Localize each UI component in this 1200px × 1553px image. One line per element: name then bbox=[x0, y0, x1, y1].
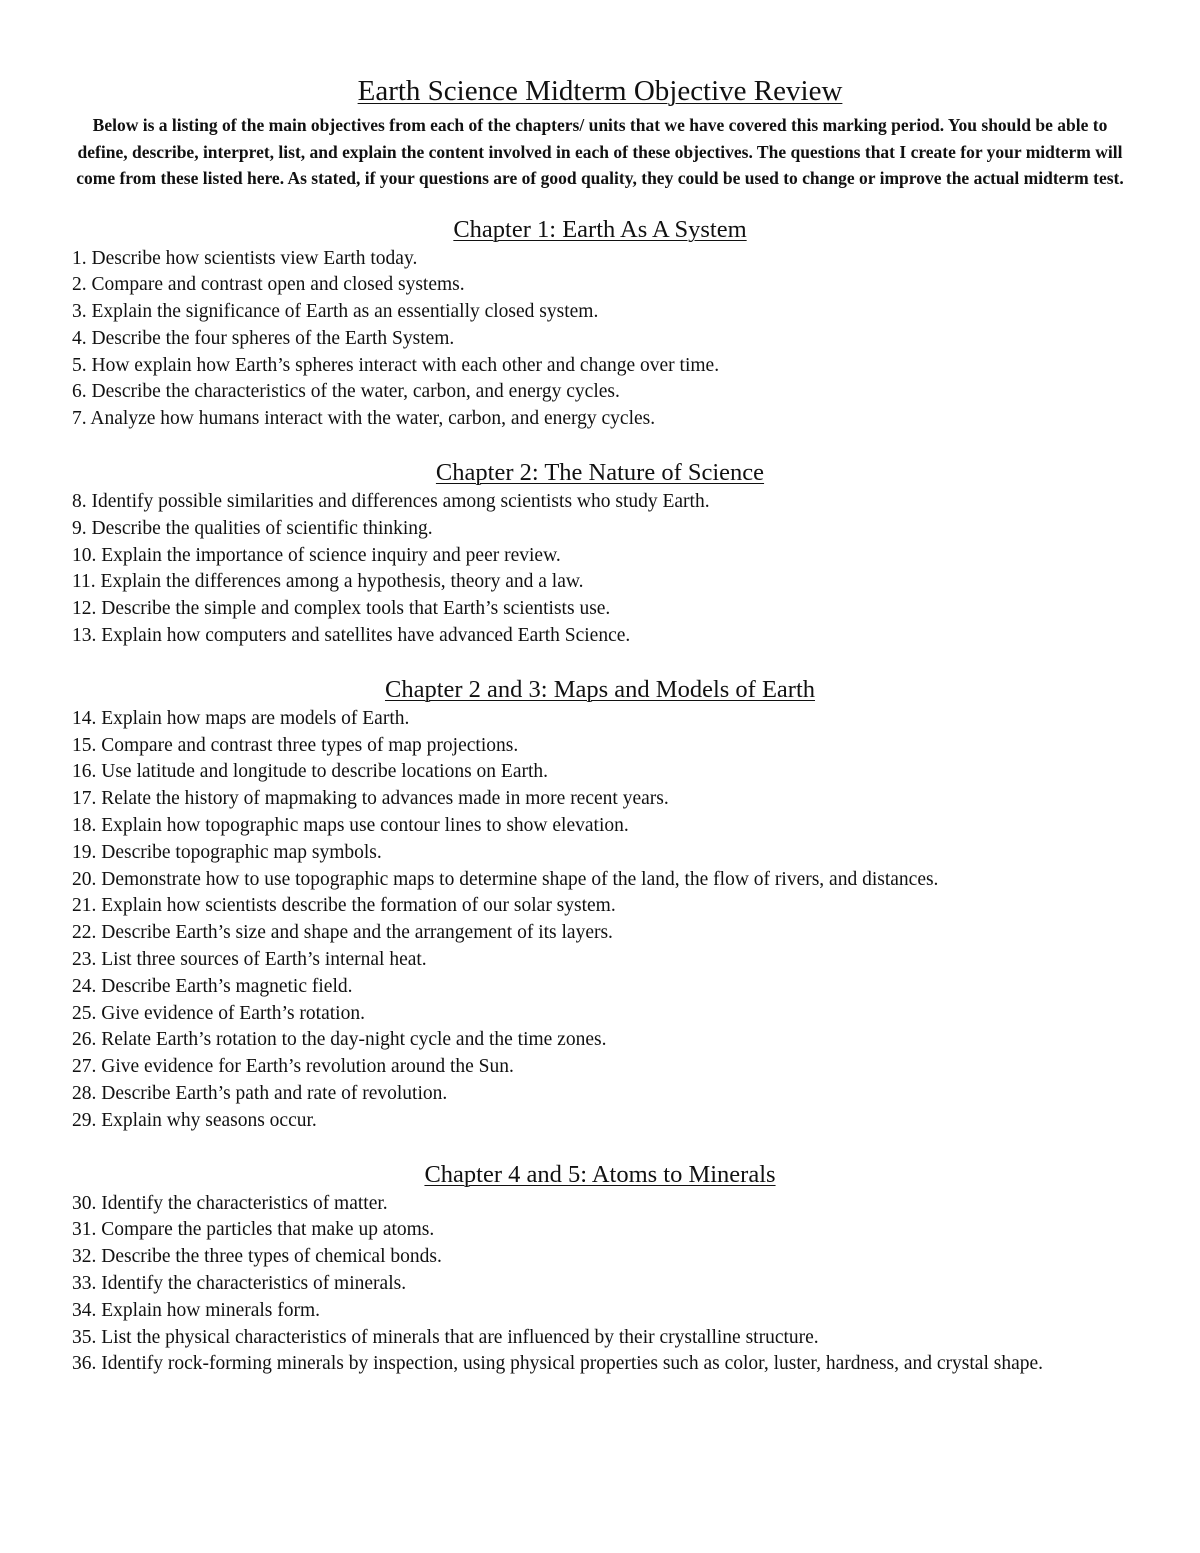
objective-item: 16. Use latitude and longitude to describe locations on Earth. bbox=[72, 761, 549, 783]
chapter-heading: Chapter 1: Earth As A System bbox=[453, 215, 747, 243]
chapter-heading: Chapter 2: The Nature of Science bbox=[435, 459, 765, 487]
objective-list bbox=[72, 489, 1128, 650]
intro-paragraph: Below is a listing of the main objectives from each of the chapters/ units that we have covered this marking period. You should be able to define, describe, interpret, list, and explain the content involved in each of these objectives. The questions that I create for your midterm will come from these listed here. As stated, if your questions are of good quality, they could be used to change or improve the actual midterm test. bbox=[76, 115, 1124, 188]
objective-item: 6. Describe the characteristics of the water, carbon, and energy cycles. bbox=[72, 381, 620, 403]
objective-item: 23. List three sources of Earth’s internal heat. bbox=[72, 949, 427, 971]
chapter-section-3 bbox=[72, 674, 1128, 1135]
objective-item: 3. Explain the significance of Earth as an essentially closed system. bbox=[72, 301, 599, 323]
objective-list bbox=[72, 1191, 1128, 1379]
objective-item: 19. Describe topographic map symbols. bbox=[72, 841, 382, 863]
document-title: Earth Science Midterm Objective Review bbox=[357, 75, 843, 107]
chapter-section-2 bbox=[72, 457, 1128, 650]
objective-item: 34. Explain how minerals form. bbox=[72, 1299, 321, 1321]
objective-item: 11. Explain the differences among a hypothesis, theory and a law. bbox=[72, 571, 584, 593]
objective-item: 26. Relate Earth’s rotation to the day-night cycle and the time zones. bbox=[72, 1029, 607, 1051]
objective-item: 24. Describe Earth’s magnetic field. bbox=[72, 975, 353, 997]
objective-item: 4. Describe the four spheres of the Earth System. bbox=[72, 327, 455, 349]
chapter-section-1 bbox=[72, 214, 1128, 434]
objective-item: 17. Relate the history of mapmaking to advances made in more recent years. bbox=[72, 788, 669, 810]
objective-item: 25. Give evidence of Earth’s rotation. bbox=[72, 1002, 365, 1024]
objective-item: 22. Describe Earth’s size and shape and the arrangement of its layers. bbox=[72, 922, 613, 944]
objective-list bbox=[72, 706, 1128, 1135]
objective-item: 32. Describe the three types of chemical bonds. bbox=[72, 1246, 442, 1268]
objective-item: 2. Compare and contrast open and closed systems. bbox=[72, 274, 465, 296]
objective-item: 35. List the physical characteristics of minerals that are influenced by their crystalline structure. bbox=[72, 1326, 819, 1348]
objective-item: 31. Compare the particles that make up atoms. bbox=[72, 1219, 435, 1241]
objective-item: 27. Give evidence for Earth’s revolution around the Sun. bbox=[72, 1056, 514, 1078]
chapter-heading: Chapter 4 and 5: Atoms to Minerals bbox=[424, 1160, 776, 1188]
objective-item: 18. Explain how topographic maps use contour lines to show elevation. bbox=[72, 815, 629, 837]
objective-item: 21. Explain how scientists describe the formation of our solar system. bbox=[72, 895, 616, 917]
objective-item: 10. Explain the importance of science inquiry and peer review. bbox=[72, 544, 561, 566]
objective-item: 20. Demonstrate how to use topographic maps to determine shape of the land, the flow of rivers, and distances. bbox=[72, 868, 939, 890]
objective-item: 28. Describe Earth’s path and rate of revolution. bbox=[72, 1083, 448, 1105]
objective-item: 29. Explain why seasons occur. bbox=[72, 1109, 317, 1131]
objective-item: 5. How explain how Earth’s spheres interact with each other and change over time. bbox=[72, 354, 720, 376]
objective-item: 30. Identify the characteristics of matter. bbox=[72, 1192, 388, 1214]
objective-item: 36. Identify rock-forming minerals by inspection, using physical properties such as color, luster, hardness, and crystal shape. bbox=[72, 1353, 1044, 1375]
objective-item: 7. Analyze how humans interact with the water, carbon, and energy cycles. bbox=[72, 408, 656, 430]
objective-item: 33. Identify the characteristics of minerals. bbox=[72, 1273, 407, 1294]
chapter-section-4 bbox=[72, 1159, 1128, 1379]
objective-item: 12. Describe the simple and complex tools that Earth’s scientists use. bbox=[72, 598, 611, 620]
chapter-heading: Chapter 2 and 3: Maps and Models of Earth bbox=[384, 675, 816, 703]
objective-item: 14. Explain how maps are models of Earth. bbox=[72, 707, 410, 729]
objective-list bbox=[72, 246, 1128, 434]
objective-item: 13. Explain how computers and satellites have advanced Earth Science. bbox=[72, 625, 631, 647]
objective-item: 15. Compare and contrast three types of map projections. bbox=[72, 734, 519, 756]
document-page bbox=[72, 72, 1128, 1378]
objective-item: 1. Describe how scientists view Earth today. bbox=[72, 247, 418, 269]
objective-item: 9. Describe the qualities of scientific thinking. bbox=[72, 517, 433, 539]
objective-item: 8. Identify possible similarities and differences among scientists who study Earth. bbox=[72, 491, 710, 513]
